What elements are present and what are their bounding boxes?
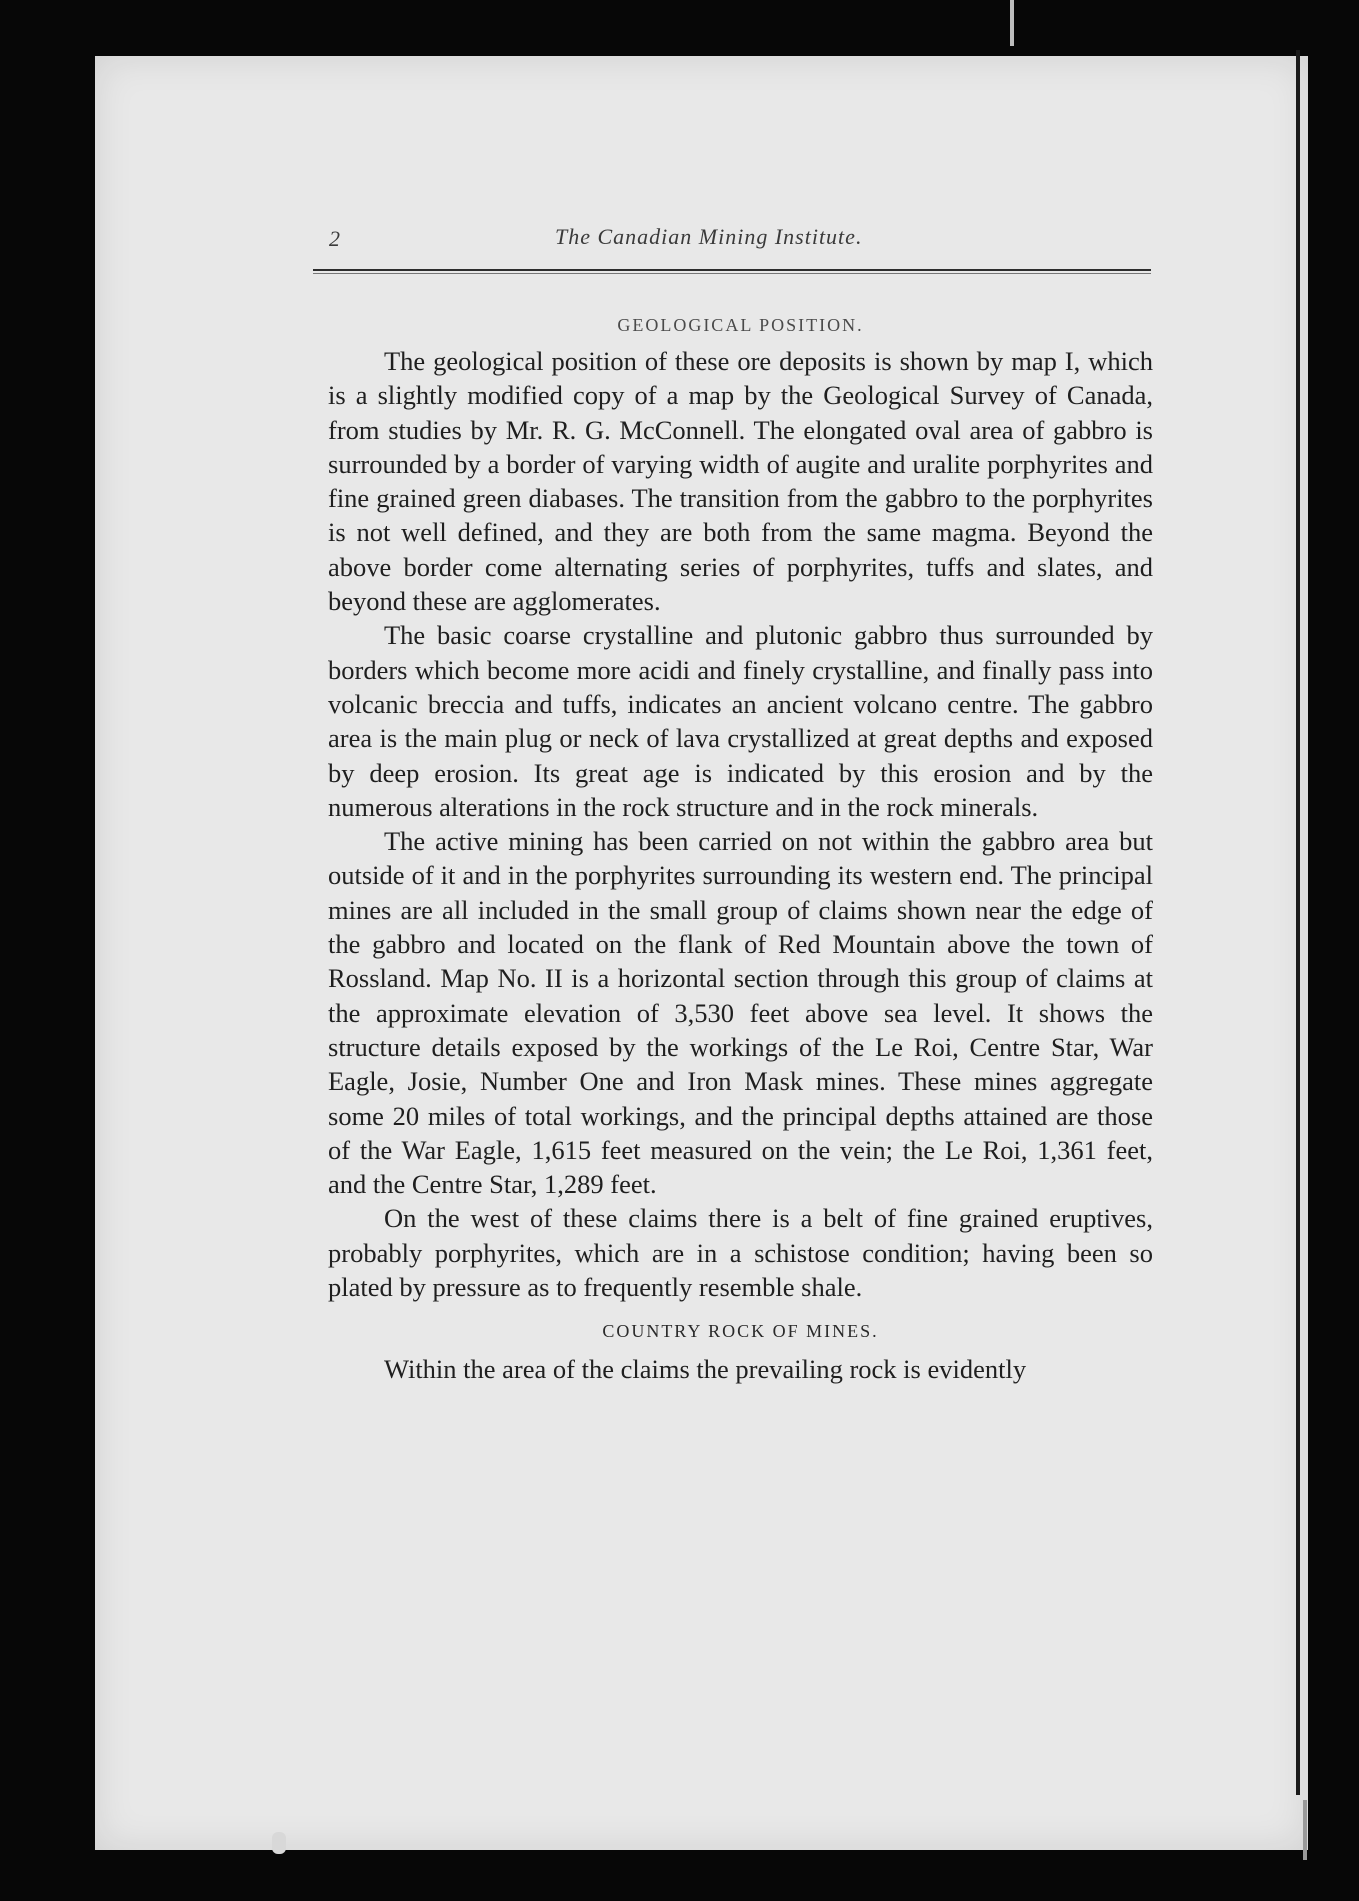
- paragraph: On the west of these claims there is a belt of fine grained eruptives, probably porphyrites, which are in a schistose condition; having been so plated by pressure as to frequently resemble shale.: [328, 1203, 1153, 1303]
- running-head: [325, 224, 1150, 252]
- header-rule-secondary: [313, 273, 1151, 274]
- section-heading-country-rock: COUNTRY ROCK OF MINES.: [602, 1321, 879, 1342]
- paragraph: Within the area of the claims the prevailing rock is evidently: [384, 1354, 1027, 1385]
- paragraph: The basic coarse crystalline and plutonic gabbro thus surrounded by borders which become more acidi and finely crystalline, and finally pass into volcanic breccia and tuffs, indicates an ancient volcano centre. The gabbro area is the main plug or neck of lava crystallized at great depths and exposed by deep erosion. Its great age is indicated by this erosion and by the numerous alterations in the rock structure and in the rock minerals.: [328, 620, 1153, 822]
- header-rule: [313, 269, 1151, 271]
- page-edge-shadow: [1296, 50, 1300, 1795]
- page-number: 2: [329, 226, 340, 251]
- journal-title: The Canadian Mining Institute.: [555, 224, 863, 249]
- body-text: [328, 308, 1153, 1387]
- scan-artifact: [1010, 0, 1014, 46]
- section-heading-geological-position: GEOLOGICAL POSITION.: [617, 315, 864, 335]
- scan-artifact: [272, 1832, 286, 1854]
- paragraph: The geological position of these ore deposits is shown by map I, which is a slightly modified copy of a map by the Geological Survey of Canada, from studies by Mr. R. G. McConnell. The elongated oval area of gabbro is surrounded by a border of varying width of augite and uralite porphyrites and fine grained green diabases. The transition from the gabbro to the porphyrites is not well defined, and they are both from the same magma. Beyond the above border come alternating series of porphyrites, tuffs and slates, and beyond these are agglomerates.: [328, 346, 1153, 617]
- paragraph: The active mining has been carried on not within the gabbro area but outside of it and in the porphyrites surrounding its western end. The principal mines are all included in the small group of claims shown near the edge of the gabbro and located on the flank of Red Mountain above the town of Rossland. Map No. II is a horizontal section through this group of claims at the approximate elevation of 3,530 feet above sea level. It shows the structure details exposed by the workings of the Le Roi, Centre Star, War Eagle, Josie, Number One and Iron Mask mines. These mines aggregate some 20 miles of total workings, and the principal depths attained are those of the War Eagle, 1,615 feet measured on the vein; the Le Roi, 1,361 feet, and the Centre Star, 1,289 feet.: [328, 826, 1153, 1200]
- scan-artifact: [1303, 1800, 1307, 1860]
